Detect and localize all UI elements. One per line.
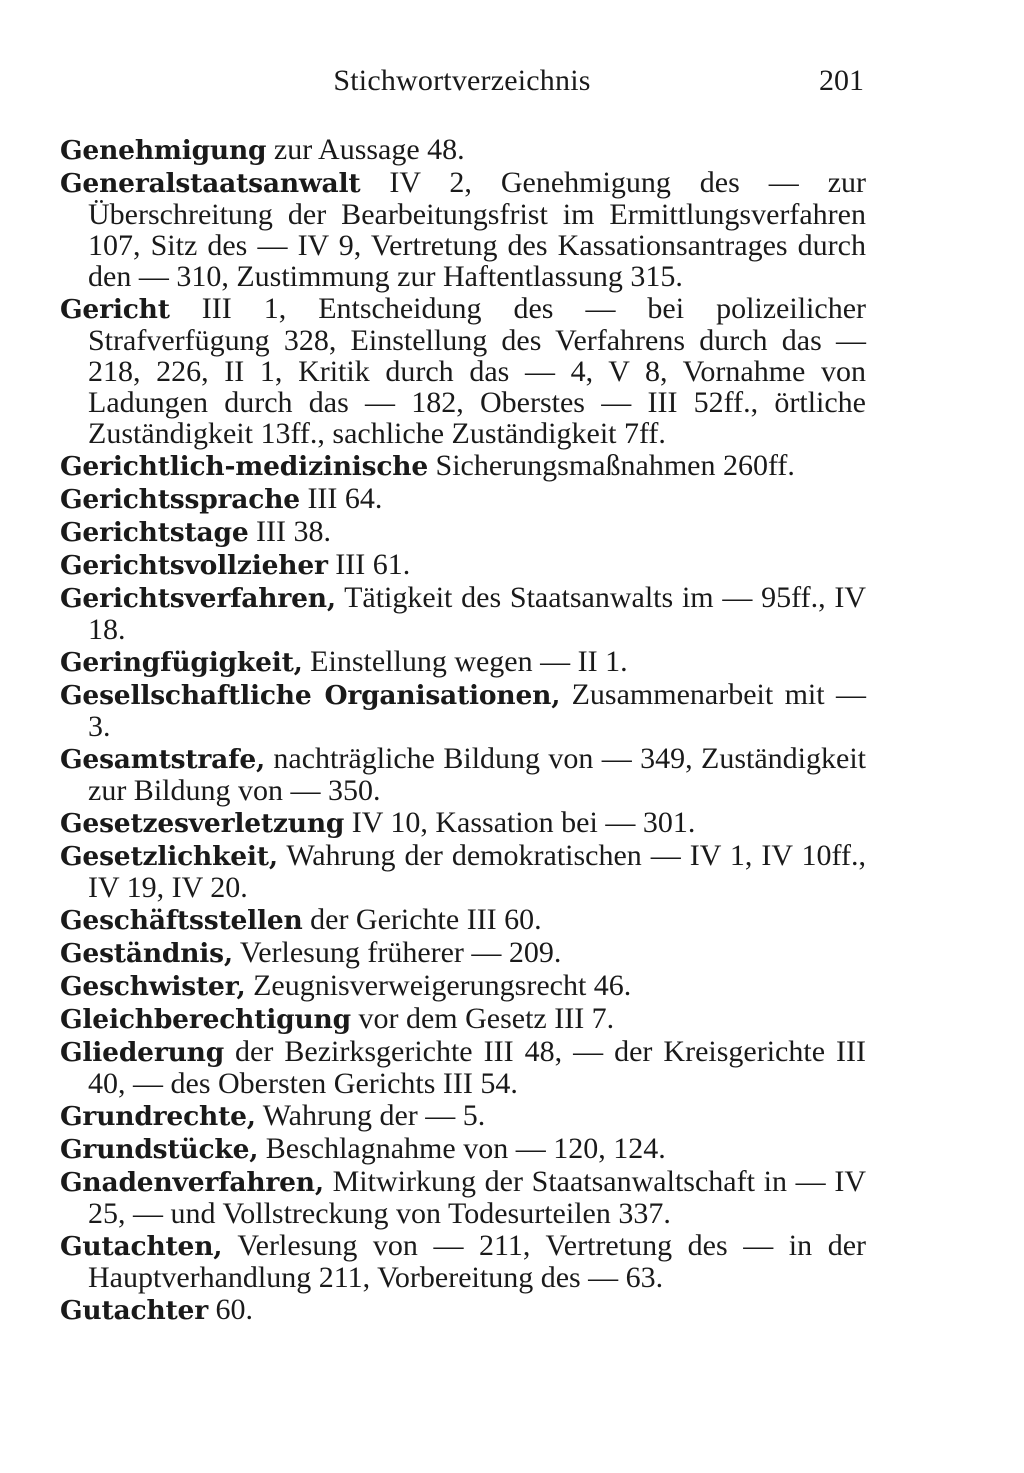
index-keyword: Gerichtlich-medizinische [60, 451, 429, 482]
index-keyword: Gutachten, [60, 1231, 223, 1262]
index-keyword: Gnadenverfahren, [60, 1167, 324, 1198]
index-text: Verlesung früherer — 209. [232, 936, 562, 969]
index-keyword: Geschwister, [60, 971, 246, 1002]
index-entry [60, 516, 866, 548]
index-keyword: Gerichtssprache [60, 484, 300, 515]
index-entry [60, 1100, 866, 1132]
index-text: der Gerichte III 60. [302, 903, 542, 936]
index-entry [60, 549, 866, 581]
index-keyword: Gliederung [60, 1037, 225, 1068]
index-entry [60, 937, 866, 969]
index-keyword: Generalstaatsanwalt [60, 168, 361, 199]
index-entry [60, 646, 866, 678]
index-text: III 64. [299, 482, 383, 515]
index-entry [60, 293, 866, 449]
index-entry [60, 1003, 866, 1035]
index-keyword: Gleichberechtigung [60, 1004, 351, 1035]
index-entry [60, 743, 866, 806]
index-entry [60, 1133, 866, 1165]
index-text: Zusammenarbeit mit — 3. [88, 678, 866, 743]
index-text: Wahrung der — 5. [255, 1099, 486, 1132]
index-text: vor dem Gesetz III 7. [350, 1002, 615, 1035]
index-entry [60, 167, 866, 292]
index-entry [60, 582, 866, 645]
index-keyword: Gerichtstage [60, 517, 249, 548]
index-keyword: Gerichtsvollzieher [60, 550, 328, 581]
index-text: zur Aussage 48. [266, 133, 465, 166]
index-text: IV 10, Kassation bei — 301. [344, 806, 696, 839]
index-keyword: Genehmigung [60, 135, 267, 166]
index-entry [60, 679, 866, 742]
index-text: 60. [207, 1293, 253, 1326]
index-keyword: Gericht [60, 294, 170, 325]
index-keyword: Gesamtstrafe, [60, 744, 266, 775]
index-entry [60, 1230, 866, 1293]
index-keyword: Grundrechte, [60, 1101, 256, 1132]
index-keyword: Gesetzlichkeit, [60, 841, 278, 872]
page-header [60, 64, 864, 108]
index-keyword: Gesellschaftliche Organisationen, [60, 680, 561, 711]
index-text: nachträgliche Bildung von — 349, Zuständigkeit zur Bildung von — 350. [88, 742, 866, 807]
index-text: III 38. [248, 515, 331, 548]
index-entries [60, 134, 866, 1327]
index-entry [60, 1294, 866, 1326]
index-text: III 61. [327, 548, 411, 581]
index-entry [60, 1166, 866, 1229]
index-text: III 1, Entscheidung des — bei polizeilicher Strafverfügung 328, Einstellung des Verfahrens durch das — 218, 226, II 1, Kritik durch das — 4, V 8, Vornahme von Ladungen durch das — 182, Oberstes — III 52ff., örtliche Zuständigkeit 13ff., sachliche Zuständigkeit 7ff. [88, 292, 866, 450]
index-text: Zeugnisverweigerungsrecht 46. [245, 969, 632, 1002]
index-keyword: Geständnis, [60, 938, 233, 969]
index-entry [60, 840, 866, 903]
index-text: Verlesung von — 211, Vertretung des — in der Hauptverhandlung 211, Vorbereitung des — 63. [88, 1229, 866, 1294]
index-entry [60, 807, 866, 839]
index-text: IV 2, Genehmigung des — zur Überschreitung der Bearbeitungsfrist im Ermittlungsverfahren 107, Sitz des — IV 9, Vertretung des Kassationsantrages durch den — 310, Zustimmung zur Haftentlassung 315. [88, 166, 866, 293]
index-text: der Bezirksgerichte III 48, — der Kreisgerichte III 40, — des Obersten Gerichts III 54. [88, 1035, 866, 1100]
index-entry [60, 134, 866, 166]
index-keyword: Gutachter [60, 1295, 208, 1326]
index-entry [60, 483, 866, 515]
index-keyword: Gesetzesverletzung [60, 808, 345, 839]
index-text: Tätigkeit des Staatsanwalts im — 95ff., IV 18. [88, 581, 866, 646]
index-text: Beschlagnahme von — 120, 124. [258, 1132, 666, 1165]
index-keyword: Gerichtsverfahren, [60, 583, 336, 614]
index-keyword: Geringfügigkeit, [60, 647, 303, 678]
index-keyword: Grundstücke, [60, 1134, 259, 1165]
index-entry [60, 450, 866, 482]
index-text: Einstellung wegen — II 1. [302, 645, 628, 678]
index-keyword: Geschäftsstellen [60, 905, 303, 936]
index-entry [60, 904, 866, 936]
index-text: Sicherungsmaßnahmen 260ff. [428, 449, 795, 482]
index-entry [60, 970, 866, 1002]
index-text: Wahrung der demokratischen — IV 1, IV 10ff., IV 19, IV 20. [88, 839, 866, 904]
page-number: 201 [819, 64, 864, 97]
index-entry [60, 1036, 866, 1099]
running-title: Stichwortverzeichnis [333, 64, 591, 97]
index-text: Mitwirkung der Staatsanwaltschaft in — IV 25, — und Vollstreckung von Todesurteilen 337. [88, 1165, 866, 1230]
